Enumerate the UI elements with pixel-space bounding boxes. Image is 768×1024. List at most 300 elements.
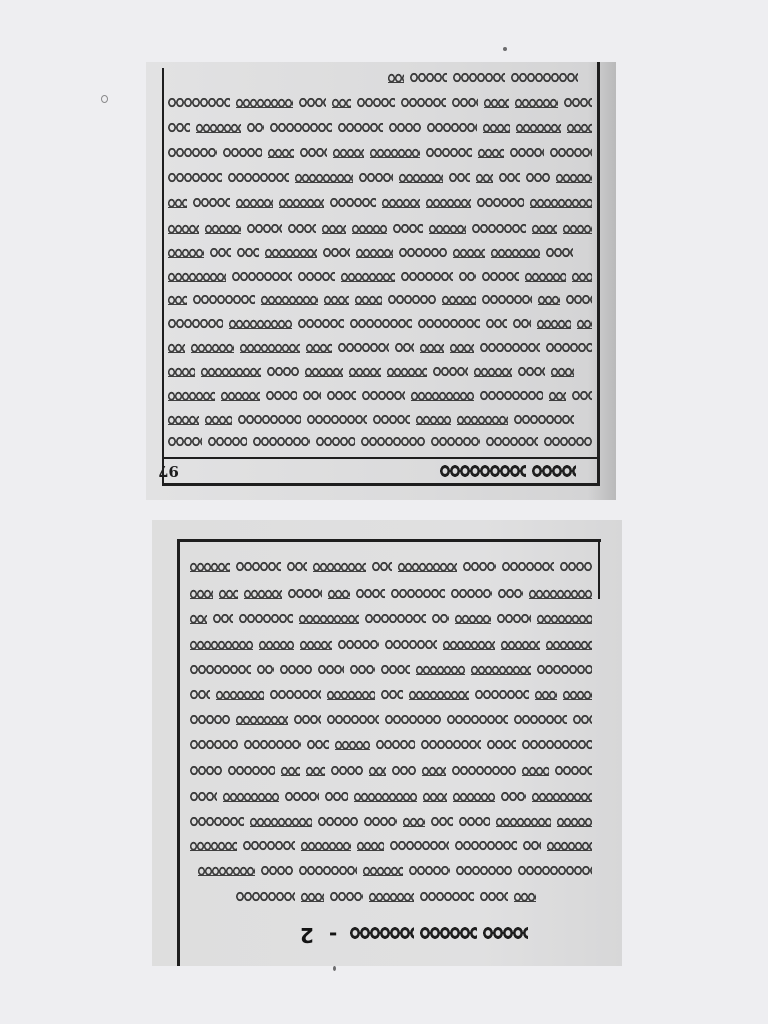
text-word xyxy=(357,840,384,852)
text-word xyxy=(426,147,472,159)
text-word xyxy=(213,613,233,625)
text-word xyxy=(168,318,223,330)
text-word xyxy=(190,689,210,701)
text-word xyxy=(449,172,470,184)
text-word xyxy=(546,247,573,259)
text-word xyxy=(270,122,332,134)
text-word xyxy=(168,172,222,184)
text-word xyxy=(451,588,492,600)
text-word xyxy=(306,765,325,777)
text-word xyxy=(486,318,507,330)
scan-speck xyxy=(333,966,336,971)
text-word xyxy=(244,739,301,751)
text-word xyxy=(325,791,348,803)
text-word xyxy=(522,739,592,751)
text-word xyxy=(221,390,260,402)
text-word xyxy=(431,436,480,448)
text-word xyxy=(456,865,512,877)
text-word xyxy=(484,97,509,109)
text-word xyxy=(482,271,519,283)
text-word xyxy=(301,891,324,903)
text-word xyxy=(532,223,557,235)
text-word xyxy=(168,342,185,354)
text-word xyxy=(399,172,443,184)
text-word xyxy=(486,436,538,448)
text-word xyxy=(510,147,544,159)
text-word xyxy=(327,714,379,726)
text-word xyxy=(168,147,217,159)
text-word xyxy=(223,791,279,803)
text-line xyxy=(168,171,592,185)
text-line xyxy=(198,864,592,878)
text-word xyxy=(389,122,421,134)
text-word xyxy=(253,436,310,448)
text-word xyxy=(399,247,447,259)
text-word xyxy=(328,588,350,600)
text-word xyxy=(287,561,307,573)
text-word xyxy=(236,561,281,573)
text-word xyxy=(518,865,592,877)
text-word xyxy=(369,891,414,903)
text-word xyxy=(499,172,520,184)
text-word xyxy=(301,840,351,852)
text-word xyxy=(295,172,353,184)
text-word xyxy=(361,436,425,448)
text-word xyxy=(480,342,540,354)
text-word xyxy=(471,664,531,676)
text-word xyxy=(477,197,524,209)
text-word xyxy=(338,122,383,134)
text-word xyxy=(201,366,261,378)
text-word xyxy=(450,342,474,354)
frame-line-top xyxy=(177,539,601,542)
text-word xyxy=(532,791,592,803)
text-word xyxy=(401,271,453,283)
text-line xyxy=(388,71,578,85)
text-word xyxy=(323,247,350,259)
text-word xyxy=(453,72,505,84)
text-word xyxy=(228,765,275,777)
text-word xyxy=(279,197,324,209)
frame-line-left xyxy=(162,68,164,486)
text-word xyxy=(281,765,300,777)
text-line xyxy=(168,317,592,331)
text-word xyxy=(316,436,355,448)
text-word xyxy=(168,97,230,109)
text-word xyxy=(550,147,592,159)
text-word xyxy=(232,271,292,283)
text-line xyxy=(190,713,592,727)
text-word xyxy=(427,122,477,134)
text-word xyxy=(236,714,288,726)
text-word xyxy=(422,765,446,777)
text-word xyxy=(250,816,312,828)
text-word xyxy=(496,816,551,828)
text-line xyxy=(168,96,592,110)
text-word xyxy=(572,390,592,402)
text-word xyxy=(229,318,292,330)
text-word xyxy=(219,588,238,600)
text-word xyxy=(205,223,241,235)
text-word xyxy=(573,714,592,726)
frame-line-bottom xyxy=(162,483,600,486)
text-line xyxy=(190,738,592,752)
text-word xyxy=(236,891,295,903)
chapter-heading-title xyxy=(350,924,528,942)
text-line xyxy=(190,839,592,853)
text-word xyxy=(472,223,526,235)
text-line xyxy=(236,890,536,904)
text-word xyxy=(381,664,410,676)
text-line xyxy=(168,435,592,449)
text-word xyxy=(168,366,195,378)
text-word xyxy=(190,639,253,651)
text-word xyxy=(501,639,540,651)
text-word xyxy=(538,294,560,306)
text-word xyxy=(190,739,238,751)
text-word xyxy=(285,791,319,803)
text-word xyxy=(298,318,344,330)
text-word xyxy=(303,390,321,402)
text-word xyxy=(205,414,232,426)
text-word xyxy=(247,122,264,134)
text-word xyxy=(332,97,351,109)
text-word xyxy=(564,97,592,109)
header-divider xyxy=(162,457,599,459)
text-word xyxy=(529,588,592,600)
text-line xyxy=(190,587,592,601)
text-word xyxy=(459,271,476,283)
text-word xyxy=(356,588,385,600)
text-word xyxy=(455,613,491,625)
text-word xyxy=(364,816,397,828)
text-word xyxy=(388,294,436,306)
text-word xyxy=(294,714,321,726)
text-word xyxy=(497,613,531,625)
frame-line-right xyxy=(598,539,600,599)
text-word xyxy=(191,342,234,354)
page-number: 97 xyxy=(158,462,179,480)
text-word xyxy=(265,247,317,259)
text-word xyxy=(267,366,299,378)
text-word xyxy=(432,613,449,625)
text-line xyxy=(168,121,592,135)
text-word xyxy=(514,414,574,426)
text-word xyxy=(193,294,255,306)
frame-line-left xyxy=(177,539,180,966)
text-word xyxy=(168,294,187,306)
text-line xyxy=(190,638,592,652)
text-line xyxy=(168,413,592,427)
text-word xyxy=(522,765,549,777)
text-word xyxy=(357,97,395,109)
text-word xyxy=(266,390,297,402)
text-word xyxy=(482,294,532,306)
text-word xyxy=(270,689,321,701)
text-word xyxy=(475,689,529,701)
text-word xyxy=(330,197,376,209)
text-word xyxy=(387,366,427,378)
text-line xyxy=(190,815,592,829)
text-word xyxy=(354,791,417,803)
text-word xyxy=(474,366,512,378)
text-word xyxy=(401,97,446,109)
text-word xyxy=(288,223,316,235)
text-word xyxy=(259,639,294,651)
text-word xyxy=(563,223,592,235)
text-word xyxy=(257,664,274,676)
text-word xyxy=(382,197,420,209)
text-word xyxy=(511,72,578,84)
text-word xyxy=(236,197,273,209)
text-word xyxy=(335,739,370,751)
text-word xyxy=(228,172,289,184)
text-word xyxy=(393,223,423,235)
text-word xyxy=(268,147,294,159)
text-word xyxy=(459,816,490,828)
text-word xyxy=(418,318,480,330)
text-word xyxy=(455,840,517,852)
text-word xyxy=(247,223,282,235)
text-word xyxy=(299,613,359,625)
text-word xyxy=(168,197,187,209)
text-word xyxy=(567,122,592,134)
text-word xyxy=(208,436,247,448)
text-line xyxy=(190,688,592,702)
text-line xyxy=(168,146,592,160)
text-word xyxy=(560,561,592,573)
text-word xyxy=(168,390,215,402)
text-word xyxy=(305,366,343,378)
text-word xyxy=(423,791,447,803)
page-header-title xyxy=(440,462,576,480)
text-word xyxy=(372,561,392,573)
text-word xyxy=(518,366,545,378)
text-word xyxy=(395,342,414,354)
text-word xyxy=(190,561,230,573)
text-word xyxy=(411,390,474,402)
text-word xyxy=(236,97,293,109)
text-word xyxy=(416,414,451,426)
text-word xyxy=(555,765,592,777)
text-word xyxy=(426,197,471,209)
text-word xyxy=(549,390,566,402)
text-word xyxy=(537,318,571,330)
text-word xyxy=(398,561,457,573)
text-word xyxy=(327,689,375,701)
text-word xyxy=(190,613,207,625)
text-line xyxy=(168,270,592,284)
text-line xyxy=(168,246,592,260)
text-word xyxy=(416,664,465,676)
text-word xyxy=(483,925,528,941)
text-line xyxy=(168,389,592,403)
text-word xyxy=(237,247,259,259)
text-word xyxy=(168,436,202,448)
text-word xyxy=(238,414,301,426)
text-word xyxy=(190,664,251,676)
text-word xyxy=(390,840,449,852)
text-word xyxy=(318,664,344,676)
text-word xyxy=(239,613,293,625)
text-word xyxy=(498,588,523,600)
text-word xyxy=(525,271,566,283)
text-line xyxy=(190,560,592,574)
text-word xyxy=(168,414,199,426)
text-word xyxy=(391,588,445,600)
text-word xyxy=(478,147,504,159)
text-word xyxy=(551,366,574,378)
text-word xyxy=(532,463,576,479)
text-word xyxy=(526,172,550,184)
text-word xyxy=(307,414,367,426)
text-word xyxy=(352,223,387,235)
text-word xyxy=(306,342,332,354)
text-word xyxy=(516,122,561,134)
text-word xyxy=(429,223,466,235)
text-word xyxy=(349,366,381,378)
text-word xyxy=(381,689,403,701)
text-line xyxy=(190,764,592,778)
text-word xyxy=(535,689,557,701)
text-word xyxy=(476,172,493,184)
text-line xyxy=(168,293,592,307)
text-word xyxy=(431,816,453,828)
text-word xyxy=(403,816,425,828)
text-word xyxy=(513,318,531,330)
text-word xyxy=(487,739,516,751)
text-word xyxy=(300,639,332,651)
text-word xyxy=(491,247,540,259)
text-word xyxy=(447,714,508,726)
text-word xyxy=(480,390,543,402)
text-word xyxy=(421,739,481,751)
text-word xyxy=(299,97,326,109)
text-word xyxy=(322,223,346,235)
text-word xyxy=(420,891,474,903)
text-word xyxy=(420,925,477,941)
text-word xyxy=(210,247,231,259)
text-word xyxy=(168,247,204,259)
text-word xyxy=(356,247,393,259)
text-word xyxy=(388,72,404,84)
text-word xyxy=(333,147,364,159)
text-word xyxy=(363,865,403,877)
text-line xyxy=(190,612,592,626)
text-word xyxy=(480,891,508,903)
text-line xyxy=(168,196,592,210)
text-word xyxy=(563,689,592,701)
text-word xyxy=(190,588,213,600)
text-word xyxy=(318,816,358,828)
text-word xyxy=(409,689,469,701)
text-word xyxy=(420,342,444,354)
text-word xyxy=(168,271,226,283)
text-word xyxy=(193,197,230,209)
text-word xyxy=(373,414,410,426)
text-word xyxy=(327,390,356,402)
text-word xyxy=(546,342,592,354)
text-word xyxy=(523,840,541,852)
text-word xyxy=(298,271,335,283)
text-word xyxy=(216,689,264,701)
text-word xyxy=(338,639,379,651)
text-word xyxy=(557,816,592,828)
text-word xyxy=(537,664,592,676)
text-word xyxy=(244,588,282,600)
text-word xyxy=(370,147,420,159)
scan-speck xyxy=(503,47,507,51)
text-word xyxy=(409,865,450,877)
text-word xyxy=(453,791,495,803)
text-word xyxy=(261,865,293,877)
text-word xyxy=(350,664,375,676)
text-word xyxy=(223,147,262,159)
text-word xyxy=(530,197,592,209)
text-word xyxy=(566,294,592,306)
text-word xyxy=(452,97,478,109)
text-word xyxy=(341,271,395,283)
text-word xyxy=(168,122,190,134)
text-word xyxy=(355,294,382,306)
text-word xyxy=(514,714,567,726)
text-word xyxy=(240,342,300,354)
text-word xyxy=(502,561,554,573)
text-word xyxy=(261,294,318,306)
text-word xyxy=(331,765,363,777)
text-word xyxy=(385,714,441,726)
text-word xyxy=(443,639,495,651)
text-word xyxy=(307,739,329,751)
text-word xyxy=(365,613,426,625)
text-line xyxy=(168,222,592,236)
text-line xyxy=(168,365,592,379)
text-word xyxy=(196,122,241,134)
text-word xyxy=(369,765,386,777)
text-word xyxy=(300,147,327,159)
text-word xyxy=(362,390,405,402)
text-word xyxy=(547,840,592,852)
text-word xyxy=(313,561,366,573)
text-word xyxy=(168,223,199,235)
text-word xyxy=(463,561,496,573)
text-word xyxy=(410,72,447,84)
text-word xyxy=(572,271,592,283)
text-word xyxy=(433,366,468,378)
text-word xyxy=(392,765,416,777)
text-word xyxy=(544,436,592,448)
text-word xyxy=(190,816,244,828)
text-word xyxy=(442,294,476,306)
text-word xyxy=(288,588,322,600)
scan-speck xyxy=(101,95,108,103)
text-word xyxy=(338,342,389,354)
text-word xyxy=(299,865,357,877)
chapter-heading-number: - 2 xyxy=(296,923,338,947)
text-word xyxy=(483,122,510,134)
text-line xyxy=(190,663,592,677)
text-word xyxy=(376,739,415,751)
text-word xyxy=(350,925,414,941)
text-word xyxy=(501,791,526,803)
text-word xyxy=(453,247,485,259)
text-word xyxy=(350,318,412,330)
text-word xyxy=(280,664,312,676)
text-word xyxy=(190,765,222,777)
text-word xyxy=(330,891,363,903)
text-line xyxy=(168,341,592,355)
text-word xyxy=(385,639,437,651)
